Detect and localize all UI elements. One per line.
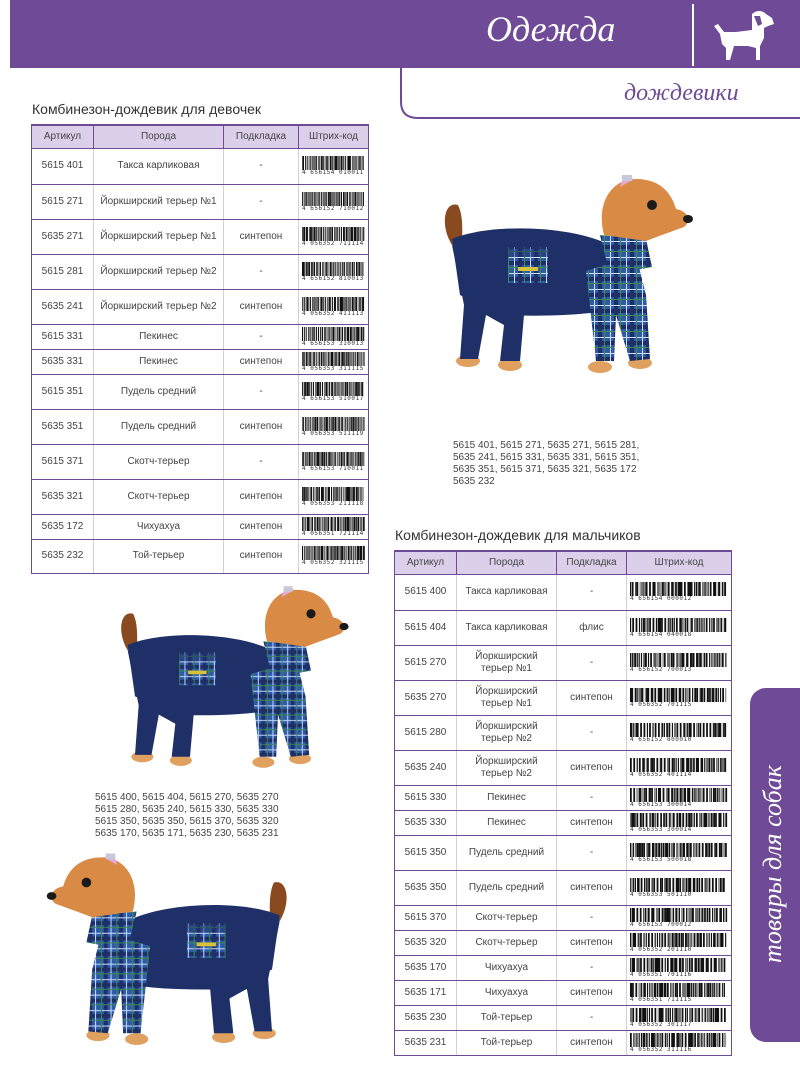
lining-cell: синтепон bbox=[224, 479, 299, 514]
barcode-number: 4 656153 310013 bbox=[302, 340, 364, 347]
article-cell: 5615 330 bbox=[395, 785, 457, 810]
lining-cell: - bbox=[557, 715, 627, 750]
barcode-number: 4 056351 701116 bbox=[630, 971, 692, 978]
article-cell: 5635 321 bbox=[32, 479, 94, 514]
barcode-image bbox=[630, 653, 728, 673]
lining-cell: - bbox=[557, 785, 627, 810]
article-cell: 5615 404 bbox=[395, 610, 457, 645]
barcode-cell bbox=[299, 514, 369, 539]
article-cell: 5635 330 bbox=[395, 810, 457, 835]
column-header-article: Артикул bbox=[395, 551, 457, 574]
article-cell: 5635 230 bbox=[395, 1005, 457, 1030]
lining-cell: синтепон bbox=[557, 680, 627, 715]
article-cell: 5615 281 bbox=[32, 254, 94, 289]
lining-cell: синтепон bbox=[557, 980, 627, 1005]
barcode-image bbox=[302, 417, 365, 437]
table-row bbox=[32, 479, 369, 514]
barcode-number: 4 656153 710011 bbox=[302, 465, 364, 472]
barcode-number: 4 056352 301117 bbox=[630, 1021, 692, 1028]
article-cell: 5635 331 bbox=[32, 349, 94, 374]
barcode-number: 4 656154 000012 bbox=[630, 596, 692, 602]
table-row bbox=[395, 1005, 732, 1030]
barcode-cell bbox=[627, 980, 732, 1005]
article-cell: 5615 271 bbox=[32, 184, 94, 219]
table-row bbox=[32, 219, 369, 254]
lining-cell: - bbox=[557, 955, 627, 980]
breed-cell: Скотч-терьер bbox=[94, 479, 224, 514]
girls-table-title: Комбинезон-дождевик для девочек bbox=[32, 101, 262, 117]
barcode-image bbox=[630, 813, 728, 833]
girls-product-table bbox=[31, 124, 369, 574]
breed-cell: Пудель средний bbox=[94, 374, 224, 409]
lining-cell: - bbox=[557, 835, 627, 870]
table-row bbox=[395, 1030, 732, 1055]
breed-cell: Той-терьер bbox=[457, 1030, 557, 1055]
article-cell: 5635 350 bbox=[395, 870, 457, 905]
barcode-image bbox=[302, 192, 365, 212]
barcode-cell bbox=[299, 349, 369, 374]
article-cell: 5635 172 bbox=[32, 514, 94, 539]
article-cell: 5615 370 bbox=[395, 905, 457, 930]
lining-cell: - bbox=[557, 645, 627, 680]
barcode-cell bbox=[627, 810, 732, 835]
lining-cell: синтепон bbox=[224, 289, 299, 324]
barcode-cell bbox=[627, 750, 732, 785]
breed-cell: Той-терьер bbox=[94, 539, 224, 573]
table-row bbox=[395, 810, 732, 835]
dog-silhouette-icon bbox=[690, 4, 798, 66]
barcode-image bbox=[630, 618, 728, 638]
article-cell: 5615 401 bbox=[32, 148, 94, 184]
barcode-image bbox=[302, 352, 365, 372]
breed-cell: Чихуахуа bbox=[457, 980, 557, 1005]
barcode-number: 4 056351 711115 bbox=[630, 996, 692, 1003]
barcode-cell bbox=[299, 289, 369, 324]
side-category-label: товары для собак bbox=[758, 765, 787, 963]
lining-cell: - bbox=[557, 905, 627, 930]
lining-cell: синтепон bbox=[224, 514, 299, 539]
barcode-image bbox=[630, 788, 728, 808]
table-row bbox=[32, 148, 369, 184]
barcode-cell bbox=[299, 148, 369, 184]
table-row bbox=[395, 645, 732, 680]
barcode-image bbox=[630, 908, 728, 928]
table-row bbox=[32, 514, 369, 539]
boys-table-title: Комбинезон-дождевик для мальчиков bbox=[395, 527, 641, 543]
product-photo-dog-raincoat-boys-side bbox=[80, 575, 355, 790]
table-row bbox=[32, 444, 369, 479]
breed-cell: Такса карликовая bbox=[94, 148, 224, 184]
breed-cell: Такса карликовая bbox=[457, 574, 557, 610]
barcode-number: 4 056352 311116 bbox=[630, 1046, 692, 1053]
article-cell: 5615 350 bbox=[395, 835, 457, 870]
breed-cell: Йоркширский терьер №2 bbox=[94, 254, 224, 289]
lining-cell: синтепон bbox=[557, 750, 627, 785]
barcode-image bbox=[630, 582, 728, 602]
barcode-number: 4 056352 711114 bbox=[302, 240, 364, 247]
table-row bbox=[395, 750, 732, 785]
barcode-cell bbox=[627, 870, 732, 905]
article-cell: 5615 280 bbox=[395, 715, 457, 750]
barcode-cell bbox=[627, 835, 732, 870]
article-cell: 5635 171 bbox=[395, 980, 457, 1005]
barcode-image bbox=[302, 327, 365, 347]
table-row bbox=[395, 785, 732, 810]
barcode-number: 4 656152 700013 bbox=[630, 666, 692, 673]
breed-cell: Пудель средний bbox=[457, 870, 557, 905]
barcode-number: 4 656153 700012 bbox=[630, 921, 692, 928]
article-cell: 5635 231 bbox=[395, 1030, 457, 1055]
table-row bbox=[32, 324, 369, 349]
lining-cell: флис bbox=[557, 610, 627, 645]
barcode-cell bbox=[299, 539, 369, 573]
barcode-number: 4 056352 201110 bbox=[630, 946, 692, 953]
breed-cell: Пекинес bbox=[457, 785, 557, 810]
column-header-breed: Порода bbox=[457, 551, 557, 574]
column-header-article: Артикул bbox=[32, 125, 94, 148]
breed-cell: Скотч-терьер bbox=[457, 905, 557, 930]
barcode-number: 4 056352 401114 bbox=[630, 771, 692, 778]
breed-cell: Йоркширский терьер №2 bbox=[457, 715, 557, 750]
barcode-cell bbox=[299, 324, 369, 349]
barcode-cell bbox=[299, 479, 369, 514]
barcode-image bbox=[630, 688, 728, 708]
barcode-image bbox=[302, 262, 365, 282]
boys-photo-caption: 5615 400, 5615 404, 5615 270, 5635 270 5615 280, 5635 240, 5615 330, 5635 330 5615 350, 5635 350, 5615 370, 5635 320 5635 170, 5635 171, 5635 230, 5635 231 bbox=[95, 792, 279, 839]
article-cell: 5615 351 bbox=[32, 374, 94, 409]
lining-cell: синтепон bbox=[224, 219, 299, 254]
breed-cell: Пекинес bbox=[457, 810, 557, 835]
barcode-number: 4 056352 321115 bbox=[302, 560, 364, 566]
lining-cell: - bbox=[224, 374, 299, 409]
lining-cell: - bbox=[224, 324, 299, 349]
barcode-cell bbox=[299, 254, 369, 289]
barcode-image bbox=[630, 983, 728, 1003]
breed-cell: Такса карликовая bbox=[457, 610, 557, 645]
breed-cell: Пудель средний bbox=[457, 835, 557, 870]
article-cell: 5615 331 bbox=[32, 324, 94, 349]
barcode-number: 4 656154 010011 bbox=[302, 170, 364, 176]
barcode-number: 4 656153 510017 bbox=[302, 395, 364, 402]
column-header-barcode: Штрих-код bbox=[299, 125, 369, 148]
barcode-cell bbox=[627, 610, 732, 645]
lining-cell: - bbox=[557, 574, 627, 610]
breed-cell: Йоркширский терьер №1 bbox=[457, 680, 557, 715]
article-cell: 5635 170 bbox=[395, 955, 457, 980]
product-photo-dog-raincoat-girls bbox=[400, 130, 700, 430]
barcode-image bbox=[630, 758, 728, 778]
girls-photo-caption: 5615 401, 5615 271, 5635 271, 5615 281, 5635 241, 5615 331, 5635 331, 5615 351, 5635 351, 5615 371, 5635 321, 5635 172 5635 232 bbox=[453, 440, 640, 487]
breed-cell: Йоркширский терьер №1 bbox=[457, 645, 557, 680]
table-row bbox=[395, 610, 732, 645]
barcode-number: 4 656153 300014 bbox=[630, 801, 692, 808]
lining-cell: синтепон bbox=[224, 409, 299, 444]
barcode-cell bbox=[299, 219, 369, 254]
column-header-barcode: Штрих-код bbox=[627, 551, 732, 574]
breed-cell: Чихуахуа bbox=[457, 955, 557, 980]
barcode-image bbox=[302, 487, 365, 507]
barcode-image bbox=[630, 878, 728, 898]
column-header-lining: Подкладка bbox=[557, 551, 627, 574]
column-header-breed: Порода bbox=[94, 125, 224, 148]
breed-cell: Пудель средний bbox=[94, 409, 224, 444]
barcode-cell bbox=[627, 1005, 732, 1030]
barcode-cell bbox=[627, 785, 732, 810]
article-cell: 5615 400 bbox=[395, 574, 457, 610]
article-cell: 5635 351 bbox=[32, 409, 94, 444]
table-row bbox=[32, 374, 369, 409]
barcode-image bbox=[630, 1008, 728, 1028]
lining-cell: - bbox=[224, 148, 299, 184]
table-row bbox=[32, 349, 369, 374]
breed-cell: Чихуахуа bbox=[94, 514, 224, 539]
subtitle-frame bbox=[400, 68, 800, 120]
article-cell: 5615 371 bbox=[32, 444, 94, 479]
article-cell: 5635 270 bbox=[395, 680, 457, 715]
lining-cell: - bbox=[224, 254, 299, 289]
barcode-cell bbox=[299, 374, 369, 409]
barcode-number: 4 656152 800010 bbox=[630, 736, 692, 743]
breed-cell: Йоркширский терьер №1 bbox=[94, 219, 224, 254]
barcode-number: 4 056352 411113 bbox=[302, 310, 364, 317]
lining-cell: синтепон bbox=[224, 539, 299, 573]
barcode-image bbox=[302, 517, 365, 537]
barcode-cell bbox=[299, 409, 369, 444]
lining-cell: - bbox=[224, 444, 299, 479]
table-row bbox=[32, 539, 369, 573]
barcode-cell bbox=[627, 955, 732, 980]
barcode-number: 4 056353 511119 bbox=[302, 430, 364, 437]
barcode-image bbox=[630, 723, 728, 743]
barcode-number: 4 656153 500018 bbox=[630, 856, 692, 863]
lining-cell: - bbox=[557, 1005, 627, 1030]
breed-cell: Йоркширский терьер №2 bbox=[94, 289, 224, 324]
barcode-number: 4 056352 701115 bbox=[630, 701, 692, 708]
barcode-number: 4 056351 721114 bbox=[302, 530, 364, 537]
table-row bbox=[395, 835, 732, 870]
column-header-lining: Подкладка bbox=[224, 125, 299, 148]
table-row bbox=[395, 870, 732, 905]
lining-cell: синтепон bbox=[224, 349, 299, 374]
breed-cell: Йоркширский терьер №1 bbox=[94, 184, 224, 219]
lining-cell: синтепон bbox=[557, 1030, 627, 1055]
boys-product-table bbox=[394, 550, 732, 1056]
barcode-cell bbox=[299, 444, 369, 479]
lining-cell: - bbox=[224, 184, 299, 219]
table-row bbox=[395, 980, 732, 1005]
table-row bbox=[395, 955, 732, 980]
barcode-image bbox=[302, 227, 365, 247]
barcode-number: 4 056353 501110 bbox=[630, 891, 692, 898]
barcode-cell bbox=[627, 715, 732, 750]
product-photo-dog-raincoat-boys-front bbox=[40, 850, 330, 1060]
barcode-image bbox=[302, 382, 365, 402]
article-cell: 5635 241 bbox=[32, 289, 94, 324]
page-title: Одежда bbox=[486, 9, 616, 49]
breed-cell: Пекинес bbox=[94, 349, 224, 374]
barcode-image bbox=[630, 843, 728, 863]
barcode-number: 4 056353 300014 bbox=[630, 826, 692, 833]
barcode-cell bbox=[627, 645, 732, 680]
barcode-cell bbox=[299, 184, 369, 219]
barcode-image bbox=[630, 958, 728, 978]
barcode-number: 4 656154 040018 bbox=[630, 631, 692, 638]
table-row bbox=[395, 715, 732, 750]
barcode-cell bbox=[627, 930, 732, 955]
barcode-image bbox=[302, 297, 365, 317]
barcode-cell bbox=[627, 574, 732, 610]
breed-cell: Скотч-терьер bbox=[457, 930, 557, 955]
table-row bbox=[395, 574, 732, 610]
section-subtitle: дождевики bbox=[624, 80, 739, 106]
table-row bbox=[32, 184, 369, 219]
header-band bbox=[10, 0, 800, 68]
breed-cell: Йоркширский терьер №2 bbox=[457, 750, 557, 785]
breed-cell: Пекинес bbox=[94, 324, 224, 349]
barcode-image bbox=[302, 546, 365, 566]
table-row bbox=[32, 289, 369, 324]
barcode-image bbox=[630, 933, 728, 953]
barcode-cell bbox=[627, 680, 732, 715]
lining-cell: синтепон bbox=[557, 930, 627, 955]
article-cell: 5635 240 bbox=[395, 750, 457, 785]
article-cell: 5615 270 bbox=[395, 645, 457, 680]
barcode-number: 4 056353 211118 bbox=[302, 500, 364, 507]
barcode-number: 4 656152 810013 bbox=[302, 275, 364, 282]
table-row bbox=[395, 905, 732, 930]
lining-cell: синтепон bbox=[557, 870, 627, 905]
barcode-number: 4 056353 311115 bbox=[302, 365, 364, 372]
breed-cell: Скотч-терьер bbox=[94, 444, 224, 479]
barcode-cell bbox=[627, 1030, 732, 1055]
barcode-cell bbox=[627, 905, 732, 930]
barcode-image bbox=[302, 156, 365, 176]
breed-cell: Той-терьер bbox=[457, 1005, 557, 1030]
table-row bbox=[32, 409, 369, 444]
barcode-number: 4 656152 710012 bbox=[302, 205, 364, 212]
barcode-image bbox=[302, 452, 365, 472]
barcode-image bbox=[630, 1033, 728, 1053]
table-row bbox=[395, 930, 732, 955]
table-row bbox=[32, 254, 369, 289]
article-cell: 5635 271 bbox=[32, 219, 94, 254]
table-row bbox=[395, 680, 732, 715]
article-cell: 5635 232 bbox=[32, 539, 94, 573]
article-cell: 5635 320 bbox=[395, 930, 457, 955]
lining-cell: синтепон bbox=[557, 810, 627, 835]
